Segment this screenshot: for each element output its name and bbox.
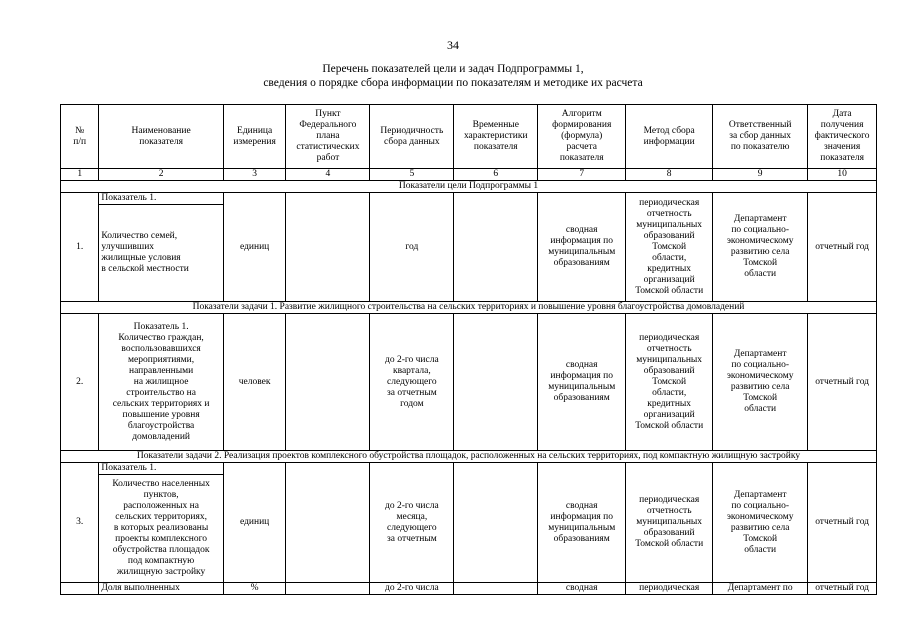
time-characteristics-cell [454,193,538,302]
page-number: 34 [447,38,459,52]
column-number: 4 [286,169,370,181]
time-characteristics-cell [454,463,538,583]
header-cell: Метод сбора информации [626,105,713,169]
header-cell: Алгоритм формирования (формула) расчета показателя [538,105,626,169]
section-row [61,181,877,193]
unit-cell: единиц [223,193,286,302]
table-row [61,583,877,595]
column-number: 1 [61,169,99,181]
column-number: 10 [808,169,877,181]
periodicity-cell: до 2-го числа [370,583,454,595]
header-cell: Временные характеристики показателя [454,105,538,169]
method-cell: периодическая отчетность муниципальных образований Томской области, кредитных организаций Томской области [626,193,713,302]
row-number [61,583,99,595]
header-cell: Пункт Федерального плана статистических работ [286,105,370,169]
row-number: 1. [61,193,99,302]
section-row [61,302,877,314]
unit-cell: человек [223,314,286,451]
header-cell: Единица измерения [223,105,286,169]
date-cell: отчетный год [808,463,877,583]
title-line-1: Перечень показателей цели и задач Подпрограммы 1, [322,63,584,75]
header-cell: Периодичность сбора данных [370,105,454,169]
unit-cell: единиц [223,463,286,583]
column-number: 7 [538,169,626,181]
document-title [0,62,906,90]
header-row [61,105,877,169]
section-goal-heading: Показатели цели Подпрограммы 1 [61,181,877,193]
plan-cell [286,314,370,451]
column-number: 8 [626,169,713,181]
method-cell: периодическая [626,583,713,595]
table-row [61,314,877,451]
header-cell: Наименование показателя [99,105,223,169]
indicator-name: Количество населенных пунктов, расположенных на сельских территориях, в которых реализованы проекты комплексного обустройства площадок под компактную жилищную застройку [99,475,223,583]
row-number: 2. [61,314,99,451]
periodicity-cell: до 2-го числа месяца, следующего за отчетным [370,463,454,583]
method-cell: периодическая отчетность муниципальных образований Томской области [626,463,713,583]
row-number: 3. [61,463,99,583]
date-cell: отчетный год [808,193,877,302]
algorithm-cell: сводная информация по муниципальным образованиям [538,314,626,451]
algorithm-cell: сводная информация по муниципальным образованиям [538,463,626,583]
responsible-cell: Департамент по социально- экономическому развитию села Томской области [713,193,808,302]
algorithm-cell: сводная [538,583,626,595]
periodicity-cell: до 2-го числа квартала, следующего за отчетным годом [370,314,454,451]
title-line-2: сведения о порядке сбора информации по показателям и методике их расчета [263,77,643,89]
column-number: 3 [223,169,286,181]
periodicity-cell: год [370,193,454,302]
date-cell: отчетный год [808,583,877,595]
column-number: 2 [99,169,223,181]
indicator-label: Показатель 1. [99,463,223,475]
indicator-label: Показатель 1. [99,193,223,205]
indicators-table [60,104,877,595]
section-row [61,451,877,463]
section-task1-heading: Показатели задачи 1. Развитие жилищного строительства на сельских территориях и повышение уровня благоустройства домовладений [61,302,877,314]
date-cell: отчетный год [808,314,877,451]
header-cell: Дата получения фактического значения показателя [808,105,877,169]
column-number: 6 [454,169,538,181]
plan-cell [286,583,370,595]
header-cell: № п/п [61,105,99,169]
time-characteristics-cell [454,314,538,451]
unit-cell: % [223,583,286,595]
indicator-name: Доля выполненных [99,583,223,595]
indicator-name: Показатель 1. Количество граждан, воспользовавшихся мероприятиями, направленными на жилищное строительство на сельских территориях и повышение уровня благоустройства домовладений [99,314,223,451]
column-number: 5 [370,169,454,181]
table-row [61,193,877,205]
responsible-cell: Департамент по социально- экономическому развитию села Томской области [713,463,808,583]
responsible-cell: Департамент по [713,583,808,595]
indicator-name: Количество семей, улучшивших жилищные условия в сельской местности [99,205,223,302]
time-characteristics-cell [454,583,538,595]
plan-cell [286,463,370,583]
method-cell: периодическая отчетность муниципальных образований Томской области, кредитных организаций Томской области [626,314,713,451]
algorithm-cell: сводная информация по муниципальным образованиям [538,193,626,302]
column-number-row [61,169,877,181]
responsible-cell: Департамент по социально- экономическому развитию села Томской области [713,314,808,451]
plan-cell [286,193,370,302]
header-cell: Ответственный за сбор данных по показателю [713,105,808,169]
section-task2-heading: Показатели задачи 2. Реализация проектов комплексного обустройства площадок, расположенных на сельских территориях, под компактную жилищную застройку [61,451,877,463]
table-row [61,463,877,475]
column-number: 9 [713,169,808,181]
